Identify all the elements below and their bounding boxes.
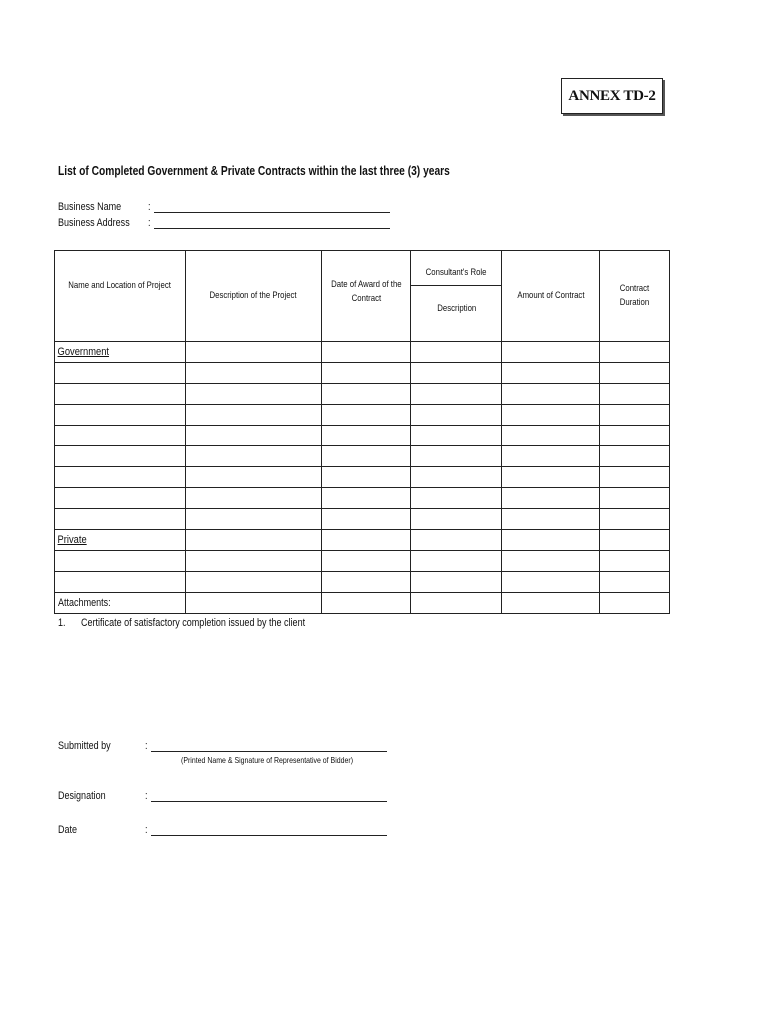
table-row [55,571,670,592]
table-cell[interactable] [502,571,600,592]
table-cell[interactable] [600,550,670,571]
table-cell[interactable] [185,488,321,509]
annex-label: ANNEX TD-2 [561,78,663,114]
table-row [55,404,670,425]
table-row [55,425,670,446]
table-cell[interactable] [502,530,600,551]
role-description-label: Description [436,302,476,314]
table-cell[interactable] [411,571,502,592]
designation-colon: : [145,790,148,802]
business-name-field[interactable] [154,212,390,213]
table-cell[interactable] [55,509,186,530]
section-row-government [55,342,670,363]
submitted-by-label: Submitted by [58,740,111,752]
table-cell[interactable] [55,467,186,488]
table-row [55,488,670,509]
table-row [55,467,670,488]
table-cell[interactable] [321,467,411,488]
attachment-1-text: Certificate of satisfactory completion issued by the client [81,617,306,629]
table-cell[interactable] [185,362,321,383]
date-label: Date [58,824,78,836]
table-cell[interactable] [502,550,600,571]
table-row [55,446,670,467]
table-cell[interactable] [600,592,670,613]
table-cell[interactable] [600,342,670,363]
header-consultant-role [411,251,502,342]
table-cell[interactable] [185,383,321,404]
table-cell[interactable] [185,446,321,467]
table-cell[interactable] [502,488,600,509]
designation-field[interactable] [151,801,387,802]
table-cell[interactable] [411,404,502,425]
table-cell[interactable] [55,362,186,383]
table-cell[interactable] [321,404,411,425]
header-date-award: Date of Award of the Contract [321,251,411,342]
header-duration: Contract Duration [600,251,670,342]
table-row [55,592,670,613]
table-cell[interactable] [600,488,670,509]
table-cell[interactable] [185,404,321,425]
table-cell[interactable] [321,509,411,530]
table-cell[interactable] [502,509,600,530]
table-cell[interactable] [321,530,411,551]
designation-label: Designation [58,790,106,802]
table-cell[interactable] [411,592,502,613]
table-cell[interactable] [411,550,502,571]
table-cell[interactable] [55,550,186,571]
table-cell[interactable] [55,425,186,446]
date-colon: : [145,824,148,836]
table-cell[interactable] [321,571,411,592]
header-amount: Amount of Contract [502,251,600,342]
table-cell[interactable] [411,488,502,509]
table-header-row [55,251,670,342]
submitted-by-field[interactable] [151,751,387,752]
business-address-field[interactable] [154,228,390,229]
table-cell[interactable] [185,342,321,363]
table-cell[interactable] [185,530,321,551]
table-cell[interactable] [321,446,411,467]
header-description: Description of the Project [185,251,321,342]
table-cell[interactable] [321,425,411,446]
table-cell[interactable] [411,362,502,383]
table-cell[interactable] [411,467,502,488]
table-cell[interactable] [321,342,411,363]
table-cell[interactable] [321,383,411,404]
table-cell[interactable] [55,446,186,467]
table-cell[interactable] [411,530,502,551]
table-cell[interactable] [600,467,670,488]
table-cell[interactable] [55,383,186,404]
business-name-label: Business Name [58,201,122,213]
table-cell[interactable] [321,550,411,571]
table-cell[interactable] [600,509,670,530]
section-government: Government [55,342,186,363]
table-cell[interactable] [55,571,186,592]
table-cell[interactable] [185,467,321,488]
date-field[interactable] [151,835,387,836]
table-cell[interactable] [502,446,600,467]
business-address-label: Business Address [58,217,130,229]
contracts-table [54,250,670,614]
table-row [55,509,670,530]
table-cell[interactable] [600,404,670,425]
table-cell[interactable] [55,488,186,509]
table-cell[interactable] [600,425,670,446]
table-cell[interactable] [502,425,600,446]
table-cell[interactable] [600,571,670,592]
table-cell[interactable] [411,446,502,467]
table-cell[interactable] [55,404,186,425]
table-cell[interactable] [185,571,321,592]
table-cell[interactable] [502,592,600,613]
table-row [55,383,670,404]
section-private: Private [55,530,186,551]
submitted-by-colon: : [145,740,148,752]
attachments-label: Attachments: [58,597,111,609]
attachment-1-number: 1. [58,617,66,629]
table-cell[interactable] [600,446,670,467]
table-cell[interactable] [502,467,600,488]
header-name-location: Name and Location of Project [55,251,186,342]
table-cell[interactable] [321,592,411,613]
table-cell[interactable] [185,509,321,530]
business-name-colon: : [148,201,151,213]
table-cell[interactable] [411,383,502,404]
table-cell[interactable] [600,530,670,551]
table-cell[interactable] [502,404,600,425]
printed-name-caption: (Printed Name & Signature of Representative of Bidder) [181,755,354,765]
consultant-role-label: Consultant's Role [425,267,487,278]
table-cell[interactable] [185,425,321,446]
table-cell[interactable] [411,425,502,446]
table-cell[interactable] [185,550,321,571]
table-cell[interactable] [600,383,670,404]
table-cell[interactable] [411,342,502,363]
table-cell[interactable] [321,362,411,383]
table-row [55,550,670,571]
table-cell[interactable] [502,362,600,383]
table-cell[interactable] [321,488,411,509]
business-address-colon: : [148,217,151,229]
table-cell[interactable] [502,383,600,404]
table-cell[interactable] [600,362,670,383]
section-row-private [55,530,670,551]
table-cell[interactable] [185,592,321,613]
table-cell[interactable] [411,509,502,530]
form-title: List of Completed Government & Private Contracts within the last three (3) years [58,164,450,178]
table-cell[interactable] [502,342,600,363]
table-row [55,362,670,383]
